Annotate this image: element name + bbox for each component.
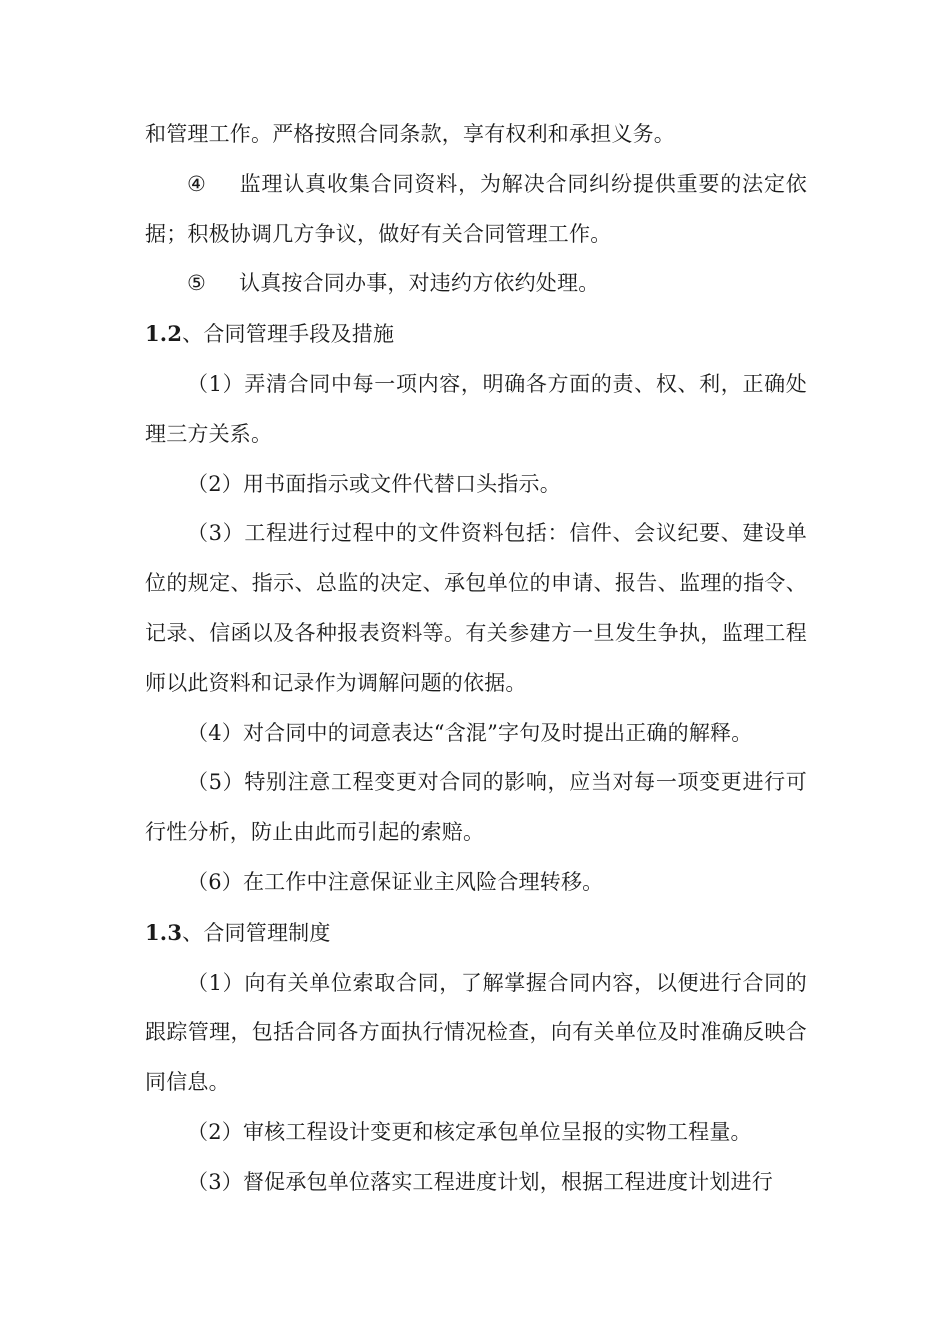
document-body	[145, 110, 807, 1208]
list-item-1-2-6: （6）在工作中注意保证业主风险合理转移。	[187, 869, 604, 894]
circled-number-5: ⑤	[187, 271, 207, 296]
section-number-1-3: 1.3	[145, 919, 183, 945]
list-item-1-2-3: （3）工程进行过程中的文件资料包括：信件、会议纪要、建设单位的规定、指示、总监的决定、承包单位的申请、报告、监理的指令、记录、信函以及各种报表资料等。有关参建方一旦发生争执，监理工程师以此资料和记录作为调解问题的依据。	[145, 521, 807, 695]
list-item-1-2-5: （5）特别注意工程变更对合同的影响，应当对每一项变更进行可行性分析，防止由此而引起的索赔。	[145, 770, 807, 845]
paragraph-item-4-text: 监理认真收集合同资料，为解决合同纠纷提供重要的法定依据；积极协调几方争议，做好有关合同管理工作。	[145, 171, 807, 246]
list-item-1-3-1: （1）向有关单位索取合同，了解掌握合同内容，以便进行合同的跟踪管理，包括合同各方面执行情况检查，向有关单位及时准确反映合同信息。	[145, 970, 807, 1095]
list-item-1-3-3: （3）督促承包单位落实工程进度计划，根据工程进度计划进行	[187, 1169, 773, 1194]
paragraph-item-5-text: 认真按合同办事，对违约方依约处理。	[239, 271, 600, 296]
list-item-1-2-4: （4）对合同中的词意表达“含混”字句及时提出正确的解释。	[187, 720, 753, 745]
paragraph-item-5	[145, 259, 807, 309]
section-title-1-3: 、合同管理制度	[182, 920, 331, 945]
paragraph-continuation: 和管理工作。严格按照合同条款，享有权利和承担义务。	[145, 122, 675, 146]
list-item-1-2-2: （2）用书面指示或文件代替口头指示。	[187, 471, 561, 496]
list-item-1-2-1: （1）弄清合同中每一项内容，明确各方面的责、权、利，正确处理三方关系。	[145, 371, 807, 446]
section-heading-1-3	[145, 908, 807, 959]
list-item-1-3-2: （2）审核工程设计变更和核定承包单位呈报的实物工程量。	[187, 1119, 752, 1144]
section-number-1-2: 1.2	[145, 321, 183, 347]
section-title-1-2: 、合同管理手段及措施	[182, 322, 395, 347]
circled-number-4: ④	[187, 171, 207, 196]
section-heading-1-2	[145, 309, 807, 360]
paragraph-item-4	[145, 160, 807, 260]
